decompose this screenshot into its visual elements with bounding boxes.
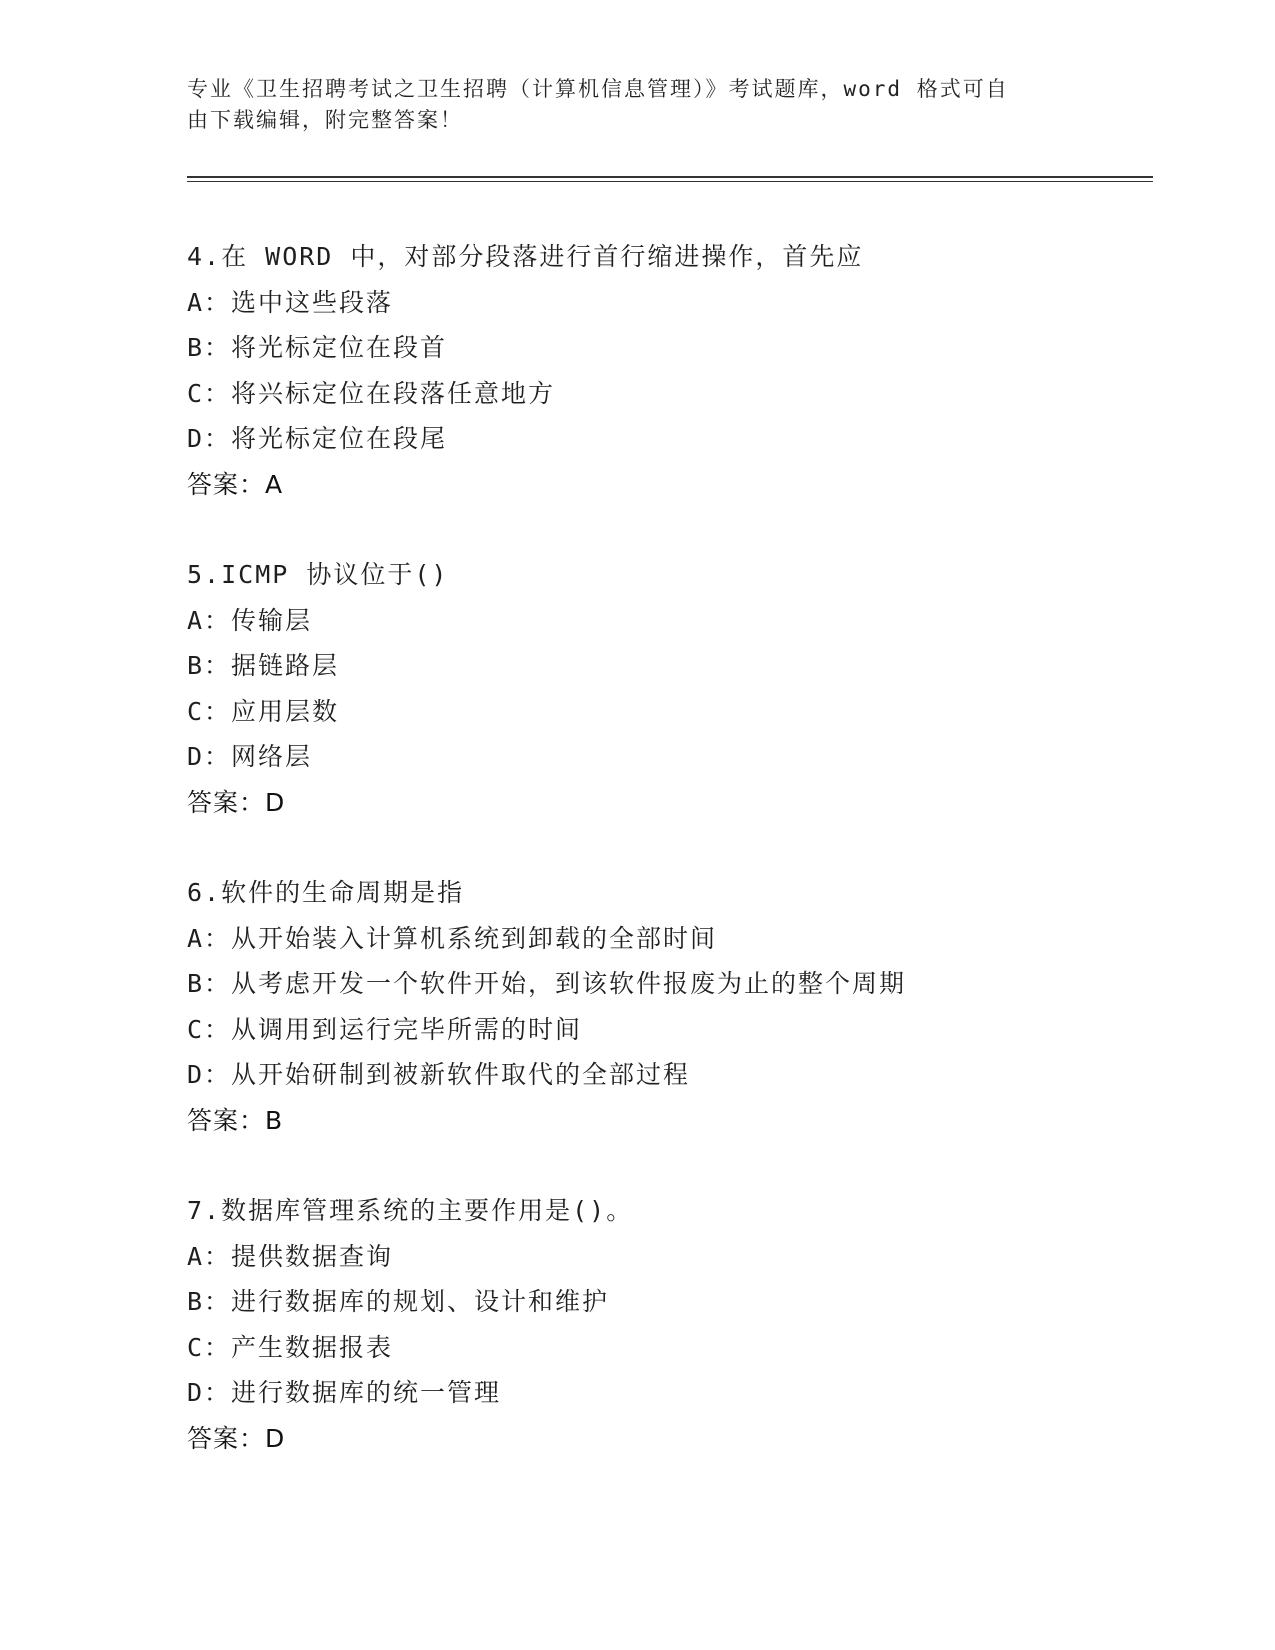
answer-line: 答案：D (187, 1423, 286, 1453)
question-7 (187, 1188, 1147, 1461)
option-d: D：从开始研制到被新软件取代的全部过程 (187, 1060, 691, 1089)
question-stem: 4.在 WORD 中，对部分段落进行首行缩进操作，首先应 (187, 242, 864, 271)
option-a: A：从开始装入计算机系统到卸载的全部时间 (187, 923, 718, 953)
answer-line: 答案：A (187, 469, 284, 499)
question-stem: 5.ICMP 协议位于() (187, 560, 449, 589)
question-6 (187, 870, 1147, 1143)
option-c: C：从调用到运行完毕所需的时间 (187, 1014, 583, 1044)
option-b: B：将光标定位在段首 (187, 333, 448, 362)
question-list (187, 234, 1147, 1506)
option-c: C：应用层数 (187, 696, 340, 726)
option-b: B：进行数据库的规划、设计和维护 (187, 1287, 610, 1316)
question-stem: 6.软件的生命周期是指 (187, 878, 465, 907)
header-divider-thick (187, 176, 1153, 178)
answer-line: 答案：D (187, 787, 286, 817)
option-c: C：将兴标定位在段落任意地方 (187, 378, 556, 408)
question-stem: 7.数据库管理系统的主要作用是()。 (187, 1196, 634, 1225)
option-b: B：据链路层 (187, 651, 340, 680)
document-header (187, 74, 1067, 136)
option-a: A：选中这些段落 (187, 287, 394, 317)
header-divider-thin (187, 181, 1153, 182)
option-b: B：从考虑开发一个软件开始，到该软件报废为止的整个周期 (187, 969, 907, 998)
question-5 (187, 552, 1147, 825)
header-line-1: 专业《卫生招聘考试之卫生招聘（计算机信息管理）》考试题库，word 格式可自 (187, 77, 1009, 101)
answer-line: 答案：B (187, 1105, 284, 1135)
question-4 (187, 234, 1147, 507)
header-line-2: 由下载编辑，附完整答案！ (187, 108, 463, 132)
option-a: A：提供数据查询 (187, 1241, 394, 1271)
option-a: A：传输层 (187, 605, 313, 635)
option-d: D：网络层 (187, 742, 313, 771)
option-d: D：将光标定位在段尾 (187, 424, 448, 453)
option-c: C：产生数据报表 (187, 1332, 394, 1362)
option-d: D：进行数据库的统一管理 (187, 1378, 502, 1407)
